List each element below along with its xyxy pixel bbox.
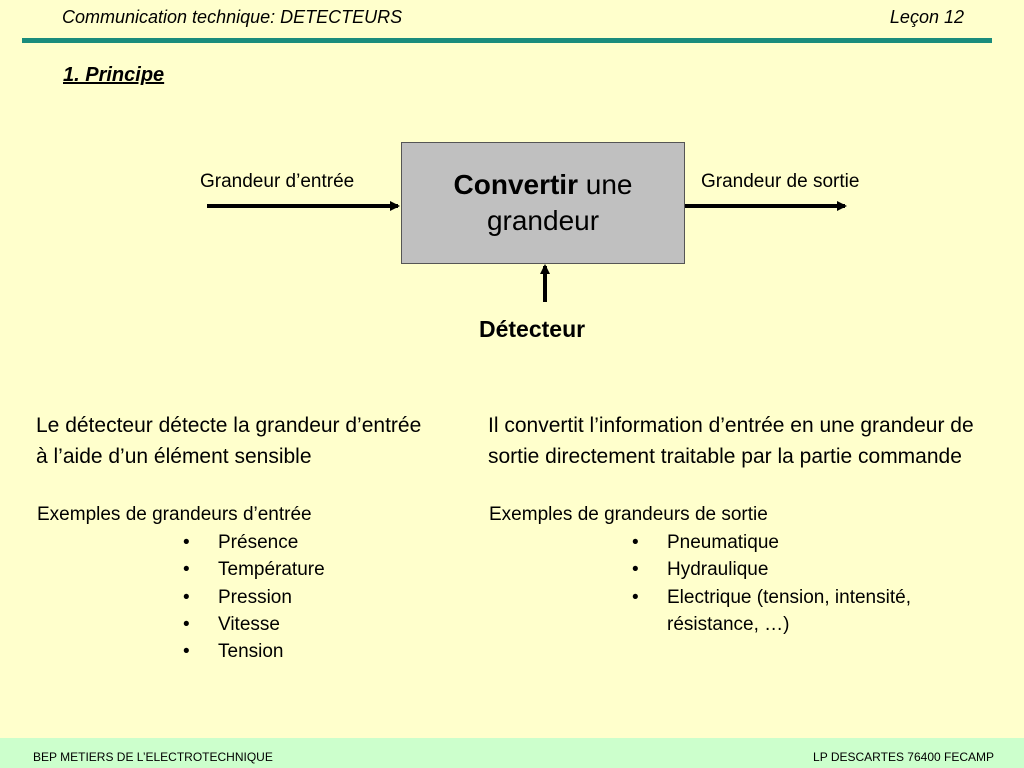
list-item: • Vitesse bbox=[183, 611, 443, 638]
list-item: • Hydraulique bbox=[632, 556, 992, 583]
list-item: • Electrique (tension, intensité, résistance, …) bbox=[632, 584, 992, 639]
list-item: • Pression bbox=[183, 584, 443, 611]
converter-line-1 bbox=[454, 167, 633, 203]
section-title: 1. Principe bbox=[63, 64, 165, 86]
converter-line-2: grandeur bbox=[486, 205, 600, 236]
list-item: • Présence bbox=[183, 529, 443, 556]
input-examples-list bbox=[183, 529, 443, 665]
list-item: • Tension bbox=[183, 638, 443, 665]
detector-label: Détecteur bbox=[479, 316, 586, 342]
input-examples-title: Exemples de grandeurs d’entrée bbox=[37, 504, 312, 525]
output-examples-title: Exemples de grandeurs de sortie bbox=[489, 504, 768, 525]
footer-left: BEP METIERS DE L’ELECTROTECHNIQUE bbox=[33, 750, 273, 764]
converter-rest: une bbox=[577, 169, 633, 200]
input-quantity-label: Grandeur d’entrée bbox=[200, 171, 355, 192]
right-paragraph: Il convertit l’information d’entrée en une grandeur de sortie directement traitable par la partie commande bbox=[488, 414, 974, 468]
converter-box bbox=[401, 142, 685, 264]
list-item: • Température bbox=[183, 556, 443, 583]
list-item: • Pneumatique bbox=[632, 529, 992, 556]
header-title: Communication technique: DETECTEURS bbox=[62, 7, 403, 27]
left-paragraph: Le détecteur détecte la grandeur d’entrée à l’aide d’un élément sensible bbox=[36, 414, 422, 468]
output-quantity-label: Grandeur de sortie bbox=[701, 171, 860, 192]
footer-bar bbox=[0, 738, 1024, 768]
footer-right: LP DESCARTES 76400 FECAMP bbox=[813, 750, 994, 764]
converter-verb: Convertir bbox=[453, 169, 578, 200]
header-lesson: Leçon 12 bbox=[889, 7, 964, 27]
output-examples-list bbox=[632, 529, 992, 638]
